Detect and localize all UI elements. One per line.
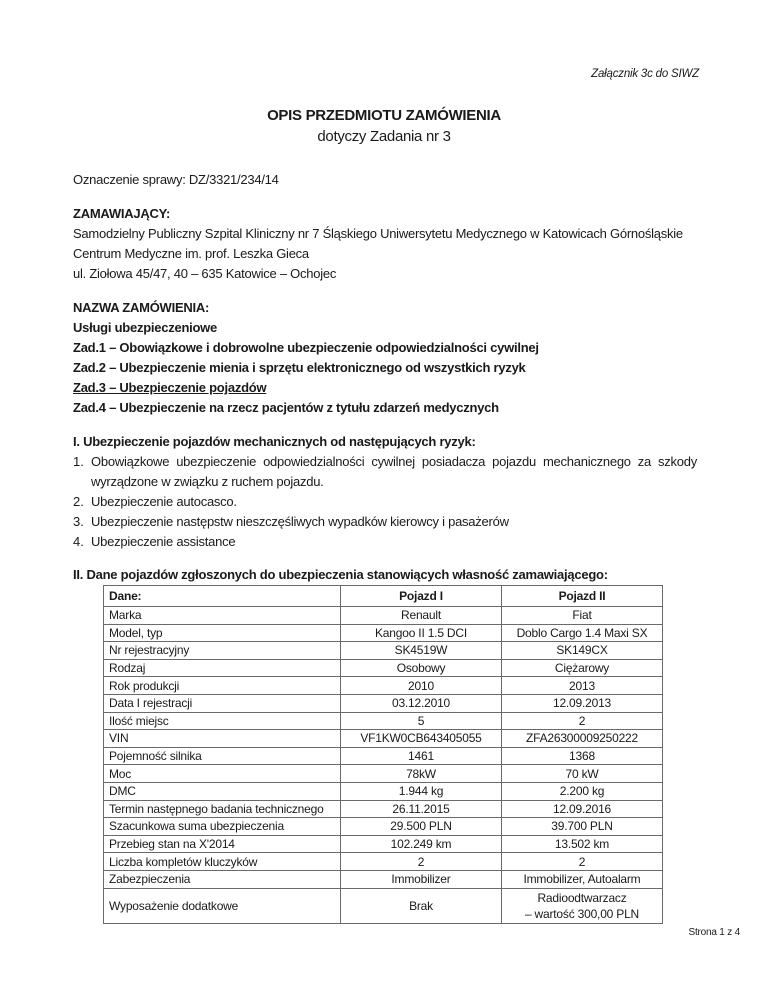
- vehicle-2-value: Ciężarowy: [502, 659, 663, 677]
- vehicle-data-table: [103, 585, 663, 924]
- table-row: [104, 712, 663, 730]
- ordering-party-line-1: Samodzielny Publiczny Szpital Kliniczny nr 7 Śląskiego Uniwersytetu Medycznego w Katowicach Górnośląskie: [73, 226, 683, 241]
- order-name-heading: NAZWA ZAMÓWIENIA:: [73, 300, 210, 315]
- row-label: Termin następnego badania technicznego: [104, 800, 341, 818]
- vehicle-2-value: 12.09.2013: [502, 694, 663, 712]
- document-subtitle: dotyczy Zadania nr 3: [317, 128, 451, 145]
- vehicle-2-value: 2013: [502, 677, 663, 695]
- list-item-number: 2.: [73, 494, 84, 509]
- vehicle-1-value: Renault: [341, 607, 502, 625]
- table-row: [104, 818, 663, 836]
- row-label: Model, typ: [104, 624, 341, 642]
- vehicle-2-value: Fiat: [502, 607, 663, 625]
- table-row: [104, 642, 663, 660]
- vehicle-2-value: 12.09.2016: [502, 800, 663, 818]
- table-row: [104, 659, 663, 677]
- vehicle-1-value: Kangoo II 1.5 DCI: [341, 624, 502, 642]
- table-row: [104, 835, 663, 853]
- vehicle-2-value-line-2: – wartość 300,00 PLN: [524, 906, 640, 921]
- task-2: Zad.2 – Ubezpieczenie mienia i sprzętu elektronicznego od wszystkich ryzyk: [73, 360, 526, 375]
- table-row: [104, 730, 663, 748]
- section-2-heading: II. Dane pojazdów zgłoszonych do ubezpieczenia stanowiących własność zamawiającego:: [73, 567, 608, 582]
- vehicle-1-value: 1.944 kg: [341, 782, 502, 800]
- column-header-data: Dane:: [104, 586, 341, 607]
- list-item-number: 1.: [73, 454, 84, 469]
- annex-label: Załącznik 3c do SIWZ: [591, 68, 699, 80]
- table-row: [104, 800, 663, 818]
- row-label: Data I rejestracji: [104, 694, 341, 712]
- table-row: [104, 607, 663, 625]
- list-item-3: Ubezpieczenie następstw nieszczęśliwych wypadków kierowcy i pasażerów: [91, 514, 509, 529]
- list-item-number: 4.: [73, 534, 84, 549]
- vehicle-1-value: 2: [341, 853, 502, 871]
- column-header-vehicle-1: Pojazd I: [341, 586, 502, 607]
- vehicle-2-value: 39.700 PLN: [502, 818, 663, 836]
- vehicle-1-value: SK4519W: [341, 642, 502, 660]
- row-label: Rok produkcji: [104, 677, 341, 695]
- section-1-heading: I. Ubezpieczenie pojazdów mechanicznych od następujących ryzyk:: [73, 434, 476, 449]
- row-label: Zabezpieczenia: [104, 870, 341, 888]
- page-number: Strona 1 z 4: [688, 927, 740, 938]
- row-label: Moc: [104, 765, 341, 783]
- table-row: [104, 624, 663, 642]
- vehicle-2-value: SK149CX: [502, 642, 663, 660]
- table-row: [104, 782, 663, 800]
- table-row: [104, 853, 663, 871]
- vehicle-2-value: ZFA26300009250222: [502, 730, 663, 748]
- vehicle-1-value: VF1KW0CB643405055: [341, 730, 502, 748]
- vehicle-1-value: Osobowy: [341, 659, 502, 677]
- table-row: [104, 677, 663, 695]
- row-label: DMC: [104, 782, 341, 800]
- vehicle-2-value: [502, 888, 663, 923]
- document-title: OPIS PRZEDMIOTU ZAMÓWIENIA: [267, 107, 501, 124]
- vehicle-1-value: 2010: [341, 677, 502, 695]
- row-label: Nr rejestracyjny: [104, 642, 341, 660]
- ordering-party-line-2: Centrum Medyczne im. prof. Leszka Gieca: [73, 246, 309, 261]
- table-row: [104, 747, 663, 765]
- table-row: [104, 694, 663, 712]
- vehicle-1-value: 78kW: [341, 765, 502, 783]
- task-4: Zad.4 – Ubezpieczenie na rzecz pacjentów z tytułu zdarzeń medycznych: [73, 400, 499, 415]
- vehicle-1-value: 1461: [341, 747, 502, 765]
- case-reference: Oznaczenie sprawy: DZ/3321/234/14: [73, 172, 279, 187]
- ordering-party-line-3: ul. Ziołowa 45/47, 40 – 635 Katowice – Ochojec: [73, 266, 337, 281]
- row-label: Rodzaj: [104, 659, 341, 677]
- table-row: [104, 888, 663, 923]
- column-header-vehicle-2: Pojazd II: [502, 586, 663, 607]
- list-item-4: Ubezpieczenie assistance: [91, 534, 236, 549]
- table-row: [104, 765, 663, 783]
- row-label: Wyposażenie dodatkowe: [104, 888, 341, 923]
- table-row: [104, 870, 663, 888]
- task-3-selected: Zad.3 – Ubezpieczenie pojazdów: [73, 380, 267, 395]
- vehicle-1-value: Brak: [341, 888, 502, 923]
- vehicle-2-value: 2: [502, 853, 663, 871]
- list-item-number: 3.: [73, 514, 84, 529]
- row-label: Szacunkowa suma ubezpieczenia: [104, 818, 341, 836]
- row-label: Liczba kompletów kluczyków: [104, 853, 341, 871]
- row-label: Przebieg stan na X'2014: [104, 835, 341, 853]
- vehicle-2-value: 70 kW: [502, 765, 663, 783]
- list-item-1-line-2: wyrządzone w związku z ruchem pojazdu.: [91, 474, 324, 489]
- vehicle-2-value: 2: [502, 712, 663, 730]
- vehicle-1-value: 102.249 km: [341, 835, 502, 853]
- task-1: Zad.1 – Obowiązkowe i dobrowolne ubezpieczenie odpowiedzialności cywilnej: [73, 340, 539, 355]
- row-label: Ilość miejsc: [104, 712, 341, 730]
- order-service: Usługi ubezpieczeniowe: [73, 320, 218, 335]
- list-item-2: Ubezpieczenie autocasco.: [91, 494, 237, 509]
- vehicle-2-value: Immobilizer, Autoalarm: [502, 870, 663, 888]
- vehicle-1-value: 29.500 PLN: [341, 818, 502, 836]
- vehicle-2-value: 1368: [502, 747, 663, 765]
- vehicle-1-value: Immobilizer: [341, 870, 502, 888]
- vehicle-1-value: 5: [341, 712, 502, 730]
- table-header-row: [104, 586, 663, 607]
- vehicle-2-value: 13.502 km: [502, 835, 663, 853]
- vehicle-1-value: 26.11.2015: [341, 800, 502, 818]
- vehicle-1-value: 03.12.2010: [341, 694, 502, 712]
- ordering-party-heading: ZAMAWIAJĄCY:: [73, 206, 171, 221]
- row-label: VIN: [104, 730, 341, 748]
- vehicle-2-value: 2.200 kg: [502, 782, 663, 800]
- vehicle-2-value-line-1: Radioodtwarzacz: [537, 890, 627, 905]
- row-label: Marka: [104, 607, 341, 625]
- vehicle-2-value: Doblo Cargo 1.4 Maxi SX: [502, 624, 663, 642]
- list-item-1-line-1: Obowiązkowe ubezpieczenie odpowiedzialności cywilnej posiadacza pojazdu mechanicznego za szkody: [91, 454, 697, 469]
- row-label: Pojemność silnika: [104, 747, 341, 765]
